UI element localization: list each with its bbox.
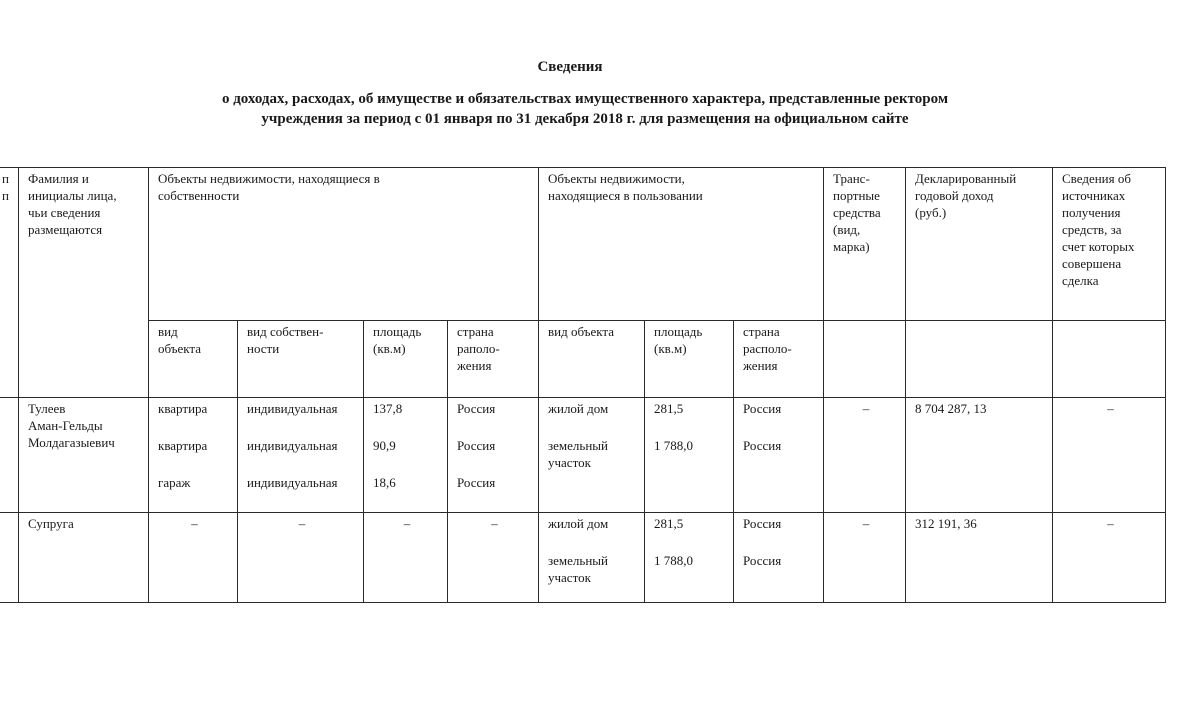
header-line: собственности: [158, 188, 240, 203]
cell-transport: [824, 398, 906, 513]
header-line: инициалы лица,: [28, 188, 117, 203]
header-used-area: [645, 321, 734, 398]
entry-line: Россия: [743, 553, 782, 568]
cell-name: [19, 513, 149, 603]
cell-used-type: [539, 513, 645, 603]
header-line: п: [2, 171, 9, 186]
header-line: портные: [833, 188, 880, 203]
header-line: ности: [247, 341, 280, 356]
header-line: годовой доход: [915, 188, 994, 203]
header-line: жения: [457, 358, 492, 373]
cell-used-area: [645, 513, 734, 603]
header-used-country: [734, 321, 824, 398]
entry-line: жилой дом: [548, 401, 609, 416]
header-income-empty: [906, 321, 1053, 398]
entry-line: земельный: [548, 553, 608, 568]
cell-entry: [654, 400, 727, 417]
cell-entry: [373, 400, 441, 417]
cell-entry: [654, 515, 727, 532]
header-line: раполо-: [457, 341, 500, 356]
entry-line: индивидуальная: [247, 401, 338, 416]
subtitle-line-1: о доходах, расходах, об имуществе и обязательствах имущественного характера, представленные ректором: [221, 91, 949, 107]
header-line: п: [2, 188, 9, 203]
cell-entry: [548, 552, 638, 586]
header-line: страна: [743, 324, 780, 339]
header-line: средств, за: [1062, 222, 1122, 237]
cell-line: –: [1107, 516, 1114, 531]
header-line: Объекты недвижимости, находящиеся в: [158, 171, 380, 186]
entry-line: участок: [548, 455, 591, 470]
declaration-table: [0, 167, 1166, 603]
cell-entry: [743, 552, 817, 569]
header-income: [906, 168, 1053, 321]
entry-line: –: [491, 516, 498, 531]
header-line: площадь: [654, 324, 703, 339]
cell-line: Тулеев: [28, 401, 66, 416]
cell-entry: [457, 437, 532, 454]
header-used-type: [539, 321, 645, 398]
header-line: страна: [457, 324, 494, 339]
entry-line: –: [191, 516, 198, 531]
cell-owned-type: [149, 398, 238, 513]
entry-line: 18,6: [373, 475, 396, 490]
header-sources-empty: [1053, 321, 1166, 398]
cell-entry: [457, 400, 532, 417]
cell-owned-type: [149, 513, 238, 603]
cell-income: [906, 398, 1053, 513]
cell-entry: [743, 515, 817, 532]
entry-line: 1 788,0: [654, 553, 693, 568]
cell-owned-ownership: [238, 513, 364, 603]
header-used-property: [539, 168, 824, 321]
header-line: Объекты недвижимости,: [548, 171, 685, 186]
header-line: располо-: [743, 341, 792, 356]
cell-entry: [654, 552, 727, 569]
cell-entry: [654, 437, 727, 454]
header-line: объекта: [158, 341, 202, 356]
cell-line: 312 191, 36: [915, 516, 977, 531]
header-line: совершена: [1062, 256, 1122, 271]
table-row: [0, 513, 1166, 603]
cell-owned-area: [364, 513, 448, 603]
document-subtitle: [30, 89, 1140, 129]
cell-line: 8 704 287, 13: [915, 401, 987, 416]
cell-income: [906, 513, 1053, 603]
header-transport: [824, 168, 906, 321]
entry-line: земельный: [548, 438, 608, 453]
entry-line: Россия: [743, 401, 782, 416]
header-name: [19, 168, 149, 398]
entry-line: Россия: [457, 401, 496, 416]
entry-line: Россия: [457, 475, 496, 490]
cell-owned-country: [448, 398, 539, 513]
cell-used-country: [734, 513, 824, 603]
cell-line: Аман-Гельды: [28, 418, 103, 433]
header-line: (кв.м): [654, 341, 687, 356]
entry-line: квартира: [158, 438, 208, 453]
cell-entry: [548, 437, 638, 471]
cell-used-area: [645, 398, 734, 513]
header-line: сделка: [1062, 273, 1099, 288]
header-line: марка): [833, 239, 870, 254]
cell-entry: [158, 400, 231, 417]
header-line: площадь: [373, 324, 422, 339]
entry-line: 90,9: [373, 438, 396, 453]
header-number: [0, 168, 19, 398]
header-line: вид: [158, 324, 178, 339]
entry-line: жилой дом: [548, 516, 609, 531]
cell-entry: [158, 437, 231, 454]
header-line: (руб.): [915, 205, 947, 220]
cell-owned-ownership: [238, 398, 364, 513]
header-sources: [1053, 168, 1166, 321]
entry-line: участок: [548, 570, 591, 585]
cell-entry: [743, 437, 817, 454]
entry-line: –: [403, 516, 411, 531]
header-owned-area: [364, 321, 448, 398]
header-owned-country: [448, 321, 539, 398]
subtitle-line-2: учреждения за период с 01 января по 31 декабря 2018 г. для размещения на официальном сайте: [261, 111, 909, 127]
cell-sources: [1053, 398, 1166, 513]
header-line: вид собствен-: [247, 324, 324, 339]
entry-line: –: [298, 516, 306, 531]
cell-entry: [247, 400, 357, 417]
header-line: чьи сведения: [28, 205, 101, 220]
header-line: находящиеся в пользовании: [548, 188, 703, 203]
cell-entry: [548, 400, 638, 417]
document-title: Сведения: [537, 59, 603, 75]
header-line: (вид,: [833, 222, 861, 237]
cell-entry: [247, 474, 357, 491]
cell-owned-area: [364, 398, 448, 513]
cell-line: –: [1107, 401, 1114, 416]
header-owned-type: [149, 321, 238, 398]
header-line: (кв.м): [373, 341, 406, 356]
cell-entry: [247, 437, 357, 454]
cell-entry: [158, 474, 231, 491]
cell-entry: [373, 437, 441, 454]
entry-line: 281,5: [654, 401, 684, 416]
cell-entry: [743, 400, 817, 417]
header-line: Транс-: [833, 171, 870, 186]
header-line: получения: [1062, 205, 1121, 220]
cell-used-country: [734, 398, 824, 513]
cell-entry: [457, 474, 532, 491]
cell-entry: [373, 474, 441, 491]
header-transport-empty: [824, 321, 906, 398]
header-line: Декларированный: [915, 171, 1017, 186]
cell-transport: [824, 513, 906, 603]
cell-line: Супруга: [28, 516, 74, 531]
cell-number: [0, 513, 19, 603]
header-owned-property: [149, 168, 539, 321]
cell-line: –: [862, 516, 870, 531]
entry-line: индивидуальная: [247, 475, 338, 490]
entry-line: 281,5: [654, 516, 684, 531]
entry-line: Россия: [743, 516, 782, 531]
cell-line: –: [862, 401, 870, 416]
cell-used-type: [539, 398, 645, 513]
cell-line: Молдагазыевич: [28, 435, 115, 450]
entry-line: гараж: [158, 475, 191, 490]
cell-entry: [548, 515, 638, 532]
cell-entry: [158, 515, 231, 532]
header-line: Сведения об: [1062, 171, 1131, 186]
cell-name: [19, 398, 149, 513]
header-line: размещаются: [28, 222, 103, 237]
header-line: жения: [743, 358, 778, 373]
header-line: счет которых: [1062, 239, 1135, 254]
entry-line: индивидуальная: [247, 438, 338, 453]
header-line: вид объекта: [548, 324, 614, 339]
entry-line: квартира: [158, 401, 208, 416]
header-line: источниках: [1062, 188, 1126, 203]
entry-line: 1 788,0: [654, 438, 693, 453]
entry-line: Россия: [743, 438, 782, 453]
entry-line: 137,8: [373, 401, 403, 416]
cell-owned-country: [448, 513, 539, 603]
header-line: Фамилия и: [28, 171, 89, 186]
table-row: [0, 398, 1166, 513]
entry-line: Россия: [457, 438, 496, 453]
cell-entry: [247, 515, 357, 532]
cell-sources: [1053, 513, 1166, 603]
cell-number: [0, 398, 19, 513]
header-line: средства: [833, 205, 881, 220]
header-owned-ownership: [238, 321, 364, 398]
cell-entry: [457, 515, 532, 532]
cell-entry: [373, 515, 441, 532]
